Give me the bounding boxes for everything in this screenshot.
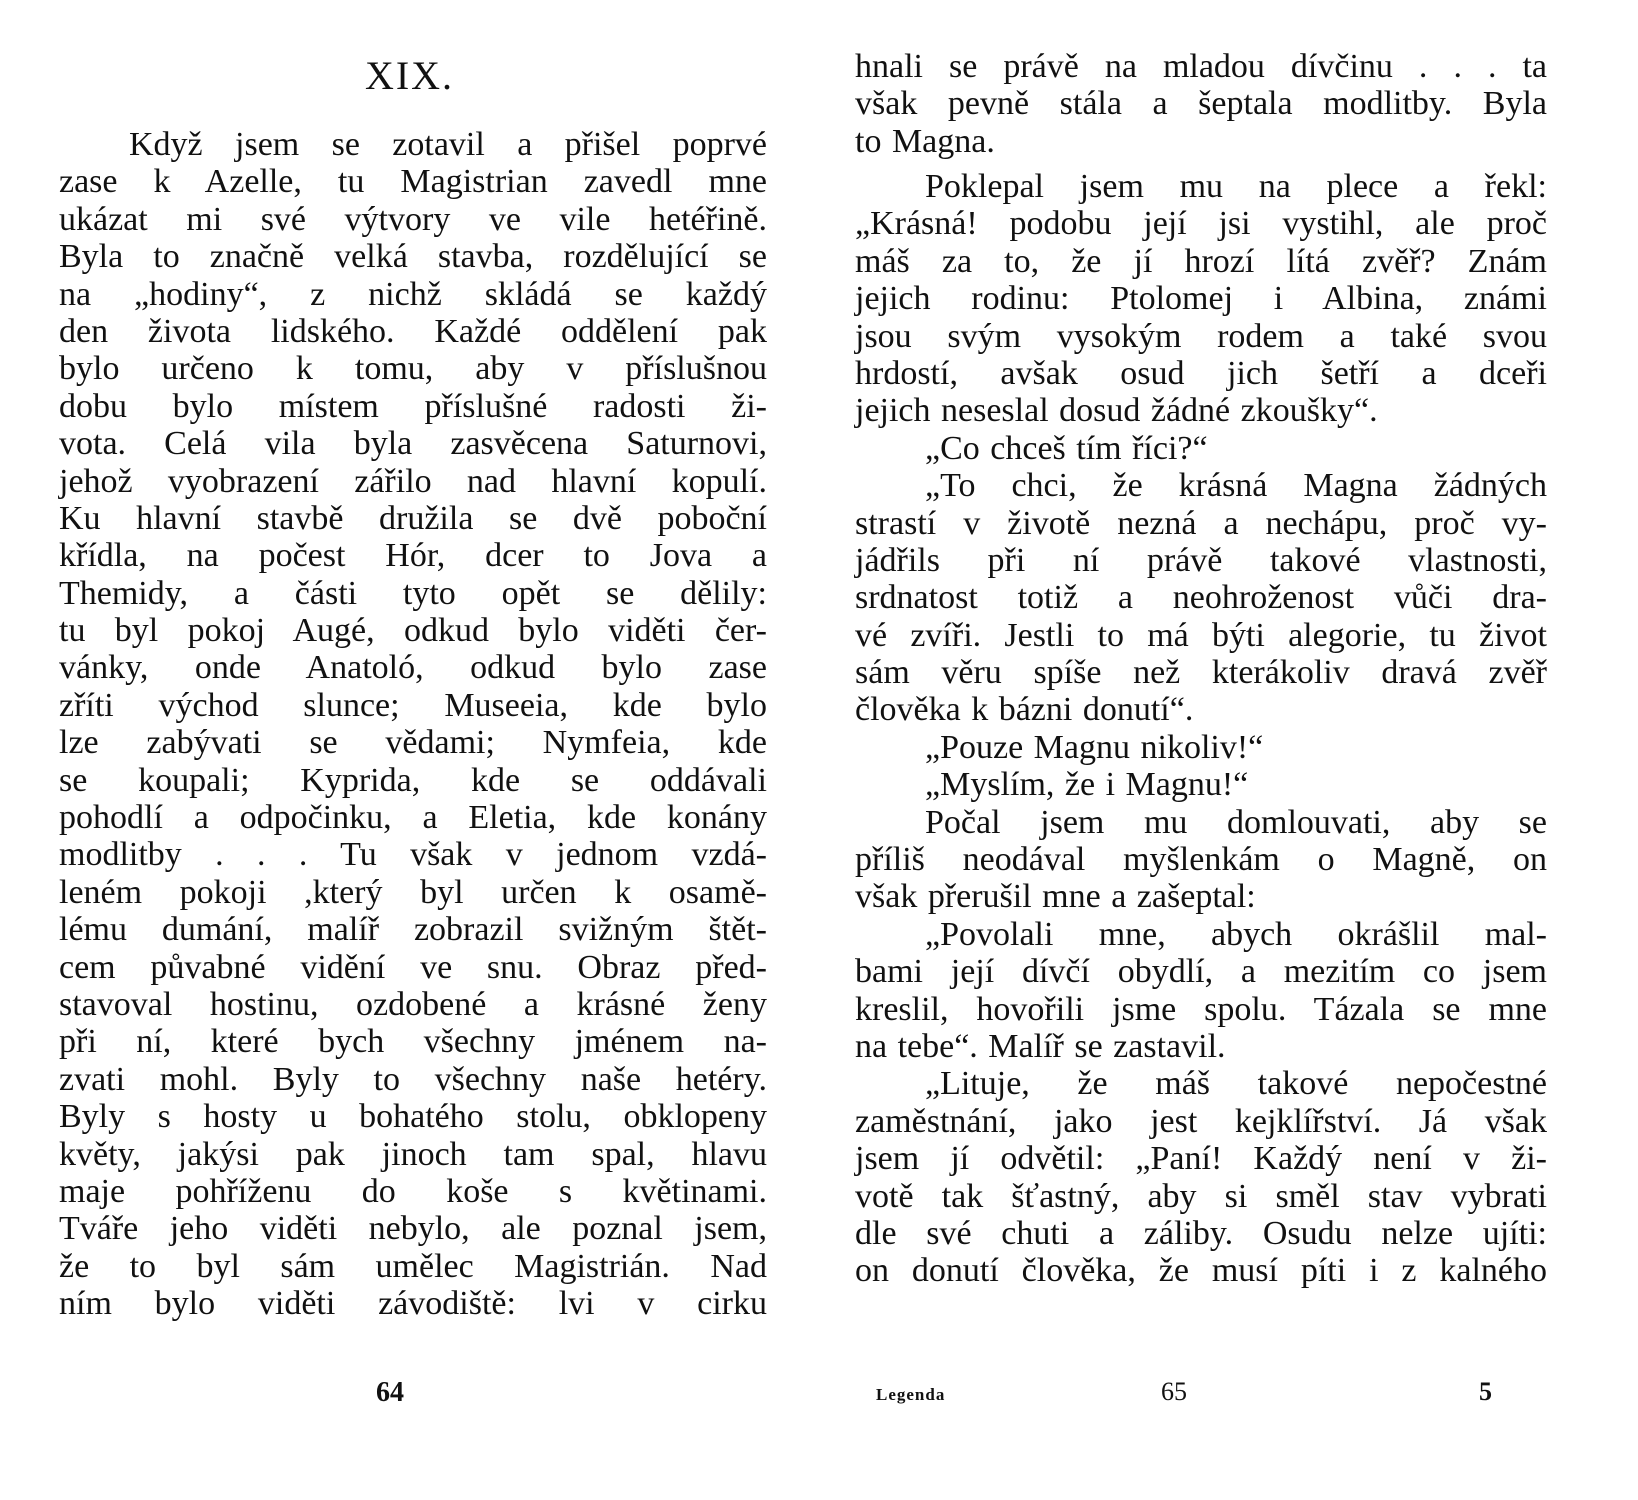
text-line: stavoval hostinu, ozdobené a krásné ženy — [59, 985, 767, 1023]
text-line: Themidy, a části tyto opět se dělily: — [59, 574, 767, 612]
text-line: na tebe“. Malíř se zastavil. — [855, 1027, 1226, 1065]
text-line: křídla, na počest Hór, dcer to Jova a — [59, 537, 767, 575]
text-line: však přerušil mne a zašeptal: — [855, 878, 1256, 916]
text-line: bylo určeno k tomu, aby v příslušnou — [59, 350, 767, 388]
text-line: pohodlí a odpočinku, a Eletia, kde konány — [59, 799, 767, 837]
text-line: „Povolali mne, abych okrášlil mal- — [925, 915, 1547, 953]
text-line: zvati mohl. Byly to všechny naše hetéry. — [59, 1060, 767, 1098]
text-line: Počal jsem mu domlouvati, aby se — [925, 803, 1547, 841]
text-line: „Lituje, že máš takové nepočestné — [925, 1065, 1547, 1103]
text-line: jsou svým vysokým rodem a také svou — [855, 317, 1547, 355]
text-line: květy, jakýsi pak jinoch tam spal, hlavu — [59, 1135, 767, 1173]
text-line: Poklepal jsem mu na plece a řekl: — [925, 168, 1547, 205]
right-page-paragraph-1 — [855, 48, 1547, 160]
text-line: „Myslím, že i Magnu!“ — [925, 766, 1249, 804]
chapter-heading: XIX. — [364, 53, 455, 98]
text-line: vota. Celá vila byla zasvěcena Saturnovi, — [59, 425, 767, 463]
text-line: příliš neodával myšlenkám o Magně, on — [855, 841, 1547, 879]
text-line: se koupali; Kyprida, kde se oddávali — [59, 761, 767, 799]
text-line: votě tak šťastný, aby si směl stav vybrati — [855, 1177, 1547, 1215]
text-line: že to byl sám umělec Magistrián. Nad — [59, 1247, 767, 1285]
signature-mark: Legenda — [876, 1385, 946, 1404]
text-line: kreslil, hovořili jsme spolu. Tázala se mne — [855, 990, 1547, 1028]
text-line: zříti východ slunce; Museeia, kde bylo — [59, 686, 767, 724]
text-line: maje pohříženu do koše s květinami. — [59, 1172, 767, 1210]
text-line: jejich rodinu: Ptolomej i Albina, známi — [855, 280, 1547, 318]
left-page-text — [59, 126, 767, 1323]
text-line: jsem jí odvětil: „Paní! Každý není v ži- — [855, 1140, 1547, 1178]
text-line: tu byl pokoj Augé, odkud bylo viděti čer- — [59, 612, 767, 650]
text-line: dobu bylo místem příslušné radosti ži- — [59, 387, 767, 425]
text-line: Ku hlavní stavbě družila se dvě poboční — [59, 499, 767, 537]
text-line: však pevně stála a šeptala modlitby. Byla — [855, 85, 1547, 123]
text-line: jádřils při ní právě takové vlastnosti, — [855, 541, 1547, 579]
text-line: vé zvíři. Jestli to má býti alegorie, tu život — [855, 616, 1547, 654]
text-line: ním bylo viděti závodiště: lvi v cirku — [59, 1285, 767, 1323]
page-number: 65 — [1161, 1377, 1187, 1406]
text-line: dle své chuti a záliby. Osudu nelze ujíti: — [855, 1214, 1547, 1252]
text-line: to Magna. — [855, 122, 995, 160]
text-line: vánky, onde Anatoló, odkud bylo zase — [59, 649, 767, 687]
text-line: člověka k bázni donutí“. — [855, 691, 1194, 729]
text-line: den života lidského. Každé oddělení pak — [59, 312, 767, 350]
text-line: cem půvabné vidění ve snu. Obraz před- — [59, 948, 767, 986]
text-line: jehož vyobrazení zářilo nad hlavní kopulí. — [59, 462, 767, 500]
text-line: hrdostí, avšak osud jich šetří a dceři — [855, 354, 1547, 392]
text-line: zase k Azelle, tu Magistrian zavedl mne — [59, 163, 767, 201]
text-line: „Krásná! podobu její jsi vystihl, ale proč — [855, 205, 1547, 243]
text-line: při ní, které bych všechny jménem na- — [59, 1023, 767, 1061]
text-line: na „hodiny“, z nichž skládá se každý — [59, 275, 767, 313]
text-line: ukázat mi své výtvory ve vile hetéřině. — [59, 200, 767, 238]
right-page — [819, 0, 1638, 1500]
text-line: Tváře jeho viděti nebylo, ale poznal jsem, — [59, 1210, 767, 1248]
text-line: bami její dívčí obydlí, a mezitím co jsem — [855, 953, 1547, 991]
text-line: modlitby . . . Tu však v jednom vzdá- — [59, 836, 767, 874]
text-line: lému dumání, malíř zobrazil svižným štět- — [59, 911, 767, 949]
text-line: lze zabývati se vědami; Nymfeia, kde — [59, 724, 767, 762]
text-line: „To chci, že krásná Magna žádných — [925, 467, 1547, 505]
text-line: hnali se právě na mladou dívčinu . . . ta — [855, 48, 1547, 85]
text-line: Byla to značně velká stavba, rozdělující se — [59, 238, 767, 276]
text-line: zaměstnání, jako jest kejklířství. Já však — [855, 1102, 1547, 1140]
text-line: on donutí člověka, že musí píti i z kalného — [855, 1252, 1547, 1290]
text-line: strastí v životě nezná a nechápu, proč vy- — [855, 504, 1547, 542]
text-line: leném pokoji ,který byl určen k osamě- — [59, 873, 767, 911]
text-line: „Pouze Magnu nikoliv!“ — [925, 728, 1264, 766]
right-page-paragraph-2 — [855, 168, 1547, 1290]
text-line: srdnatost totiž a neohroženost vůči dra- — [855, 579, 1547, 617]
text-line: sám věru spíše než kterákoliv dravá zvěř — [855, 654, 1547, 692]
sheet-number: 5 — [1479, 1377, 1492, 1406]
text-line: jejich neseslal dosud žádné zkoušky“. — [855, 392, 1378, 430]
text-line: „Co chceš tím říci?“ — [925, 429, 1208, 467]
text-line: Když jsem se zotavil a přišel poprvé — [129, 126, 767, 163]
text-line: máš za to, že jí hrozí lítá zvěř? Znám — [855, 242, 1547, 280]
text-line: Byly s hosty u bohatého stolu, obklopeny — [59, 1098, 767, 1136]
page-number: 64 — [376, 1377, 404, 1408]
